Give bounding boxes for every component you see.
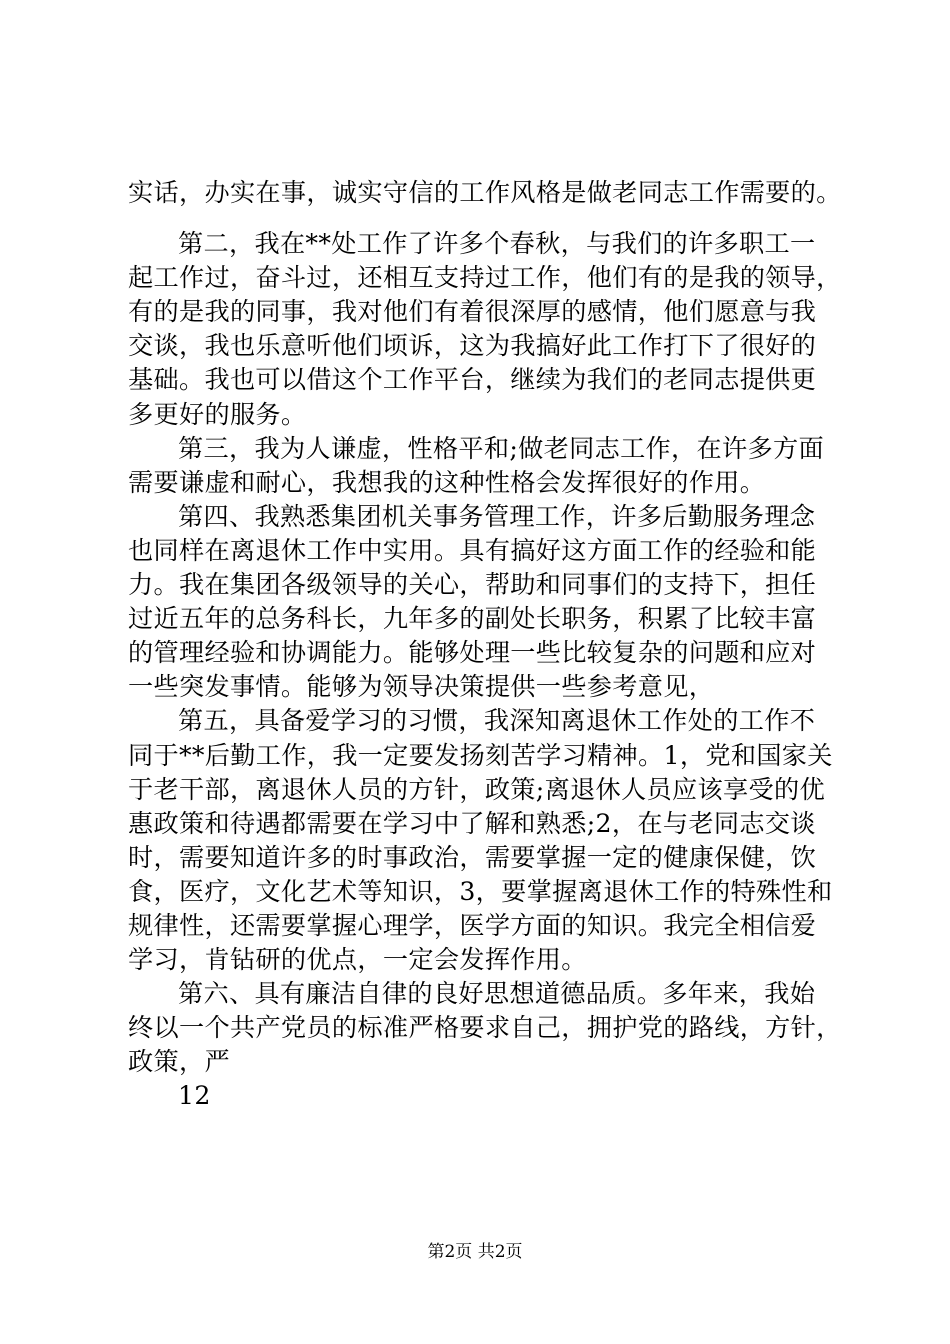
paragraph-line: 第五，具备爱学习的习惯，我深知离退休工作处的工作不 <box>178 706 816 736</box>
paragraph-line: 终以一个共产党员的标准严格要求自己，拥护党的路线，方针， <box>128 1013 842 1043</box>
paragraph-line: 学习，肯钻研的优点，一定会发挥作用。 <box>128 945 587 975</box>
paragraph-line: 实话，办实在事，诚实守信的工作风格是做老同志工作需要的。 <box>128 178 842 207</box>
paragraph-line: 多更好的服务。 <box>128 399 307 429</box>
paragraph-line: 基础。我也可以借这个工作平台，继续为我们的老同志提供更 <box>128 365 817 395</box>
paragraph-line: 起工作过，奋斗过，还相互支持过工作，他们有的是我的领导， <box>128 263 842 293</box>
paragraph-line: 政策，严 <box>128 1047 230 1077</box>
paragraph-line: 食，医疗，文化艺术等知识，3，要掌握离退休工作的特殊性和 <box>128 876 833 906</box>
paragraph-line: 也同样在离退休工作中实用。具有搞好这方面工作的经验和能 <box>128 535 817 565</box>
document-body <box>128 176 840 1114</box>
paragraph-line: 第六、具有廉洁自律的良好思想道德品质。多年来，我始 <box>178 979 816 1009</box>
paragraph-line: 的管理经验和协调能力。能够处理一些比较复杂的问题和应对 <box>128 638 817 668</box>
paragraph-line: 有的是我的同事，我对他们有着很深厚的感情，他们愿意与我 <box>128 297 817 327</box>
paragraph-line: 同于**后勤工作，我一定要发扬刻苦学习精神。1，党和国家关 <box>128 740 833 770</box>
paragraph-line: 一些突发事情。能够为领导决策提供一些参考意见， <box>128 672 715 702</box>
paragraph-line: 规律性，还需要掌握心理学，医学方面的知识。我完全相信爱 <box>128 910 817 940</box>
paragraph-line: 交谈，我也乐意听他们顷诉，这为我搞好此工作打下了很好的 <box>128 331 817 361</box>
paragraph-line: 第四、我熟悉集团机关事务管理工作，许多后勤服务理念 <box>178 501 816 531</box>
page-count-label: 第2页 共2页 <box>427 1242 523 1262</box>
page-reference: 12 <box>178 1081 211 1111</box>
paragraph-line: 时，需要知道许多的时事政治，需要掌握一定的健康保健，饮 <box>128 842 817 872</box>
page-footer <box>0 1241 950 1263</box>
paragraph-line: 第二，我在**处工作了许多个春秋，与我们的许多职工一 <box>178 229 816 259</box>
paragraph-line: 于老干部，离退休人员的方针，政策;离退休人员应该享受的优 <box>128 774 825 804</box>
paragraph-line: 力。我在集团各级领导的关心，帮助和同事们的支持下，担任 <box>128 570 817 600</box>
paragraph-line: 过近五年的总务科长，九年多的副处长职务，积累了比较丰富 <box>128 604 817 634</box>
paragraph-line: 惠政策和待遇都需要在学习中了解和熟悉;2，在与老同志交谈 <box>128 808 816 838</box>
paragraph-line: 需要谦虚和耐心，我想我的这种性格会发挥很好的作用。 <box>128 467 766 497</box>
paragraph-line: 第三，我为人谦虚，性格平和;做老同志工作，在许多方面 <box>178 433 824 463</box>
